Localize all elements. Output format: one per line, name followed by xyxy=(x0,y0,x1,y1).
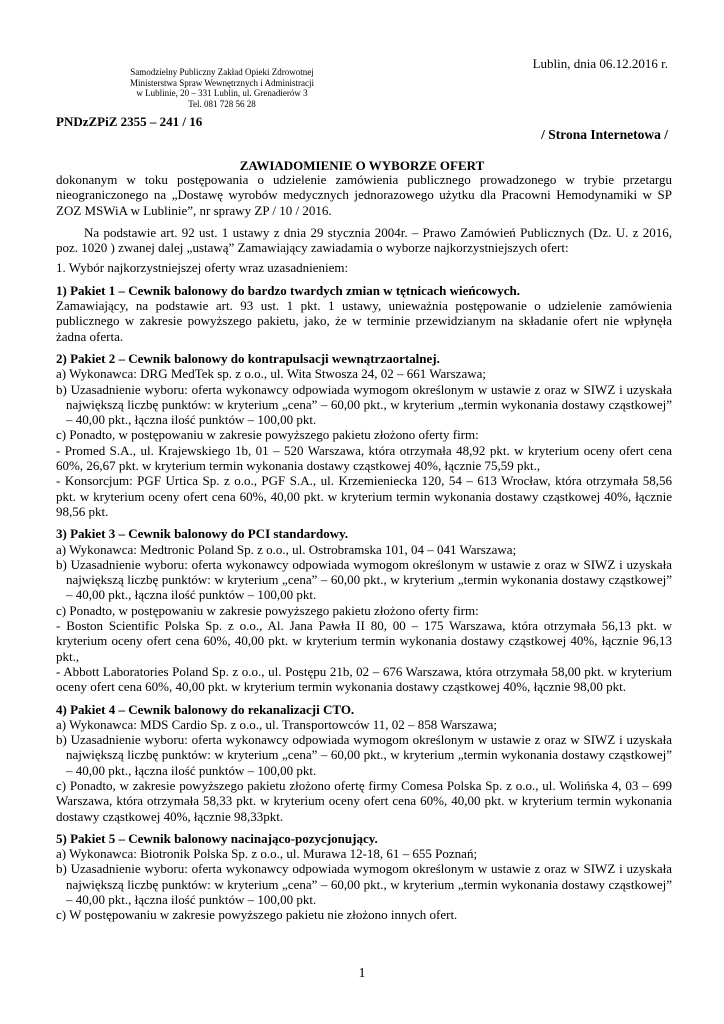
sender-block xyxy=(72,67,372,109)
package-1-heading: 1) Pakiet 1 – Cewnik balonowy do bardzo twardych zmian w tętnicach wieńcowych. xyxy=(56,282,521,298)
package-5-line: c) W postępowaniu w zakresie powyższego pakietu nie złożono innych ofert. xyxy=(56,907,458,923)
package-4-line: c) Ponadto, w zakresie powyższego pakietu złożono ofertę firmy Comesa Polska Sp. z o.o., ul. Wolińska 4, 03 – 699 Warszawa, która otrzymała 58,33 pkt. w kryterium oceny ofert cena 60%, 40,00 pkt. w kryterium termin wykonania dostawy cząstkowej 40%, łącznie 98,33pkt. xyxy=(56,777,672,824)
package-5-heading: 5) Pakiet 5 – Cewnik balonowy nacinająco-pozycjonujący. xyxy=(56,830,378,846)
package-2-heading: 2) Pakiet 2 – Cewnik balonowy do kontrapulsacji wewnątrzaortalnej. xyxy=(56,350,440,366)
package-2-line: - Promed S.A., ul. Krajewskiego 1b, 01 – 520 Warszawa, która otrzymała 48,92 pkt. w kryterium oceny ofert cena 60%, 26,67 pkt. w kryterium termin wykonania dostawy cząstkowej 40%, łącznie 75,59 pkt., xyxy=(56,442,672,474)
reference-number: PNDzZPiZ 2355 – 241 / 16 xyxy=(56,114,203,129)
point-1: 1. Wybór najkorzystniejszej oferty wraz uzasadnieniem: xyxy=(56,260,349,276)
package-2-line: b) Uzasadnienie wyboru: oferta wykonawcy odpowiada wymogom określonym w ustawie z oraz w SIWZ i uzyskała największą liczbę punktów: w kryterium „cena” – 60,00 pkt., w kryterium „termin wykonania dostawy cząstkowej” – 40,00 pkt., łączna ilość punktów – 100,00 pkt. xyxy=(56,381,672,428)
package-5-line: a) Wykonawca: Biotronik Polska Sp. z o.o., ul. Murawa 12-18, 61 – 655 Poznań; xyxy=(56,846,478,862)
package-3-line: b) Uzasadnienie wyboru: oferta wykonawcy odpowiada wymogom określonym w ustawie z oraz w SIWZ i uzyskała największą liczbę punktów: w kryterium „cena” – 60,00 pkt., w kryterium „termin wykonania dostawy cząstkowej” – 40,00 pkt., łączna ilość punktów – 100,00 pkt. xyxy=(56,556,672,603)
package-1-line: Zamawiający, na podstawie art. 93 ust. 1 pkt. 1 ustawy, unieważnia postępowanie o udzielenie zamówienia publicznego w zakresie powyższego pakietu, jako, że w terminie przewidzianym na składanie ofert nie wpłynęła żadna oferta. xyxy=(56,298,672,344)
package-2-line: c) Ponadto, w postępowaniu w zakresie powyższego pakietu złożono oferty firm: xyxy=(56,427,479,443)
sender-line: Ministerstwa Spraw Wewnętrznych i Administracji xyxy=(129,77,315,88)
sender-line: Samodzielny Publiczny Zakład Opieki Zdrowotnej xyxy=(130,67,314,77)
recipient: / Strona Internetowa / xyxy=(541,127,668,142)
intro-paragraph: dokonanym w toku postępowania o udzielenie zamówienia publicznego prowadzonego w trybie przetargu nieograniczonego na „Dostawę wyrobów medycznych jednorazowego użytku dla Pracowni Hemodynamiki w SP ZOZ MSWiA w Lublinie”, nr sprawy ZP / 10 / 2016. xyxy=(56,172,672,218)
package-4-line: a) Wykonawca: MDS Cardio Sp. z o.o., ul. Transportowców 11, 02 – 858 Warszawa; xyxy=(56,716,497,732)
package-3-line: - Boston Scientific Polska Sp. z o.o., Al. Jana Pawła II 80, 00 – 175 Warszawa, która otrzymała 56,13 pkt. w kryterium oceny ofert cena 60%, 40,00 pkt. w kryterium termin wykonania dostawy cząstkowej 40%, łącznie 96,13 pkt., xyxy=(56,618,672,664)
sender-line: Tel. 081 728 56 28 xyxy=(188,98,256,109)
package-2-line: a) Wykonawca: DRG MedTek sp. z o.o., ul. Wita Stwosza 24, 02 – 661 Warszawa; xyxy=(56,366,486,382)
legal-basis-paragraph: Na podstawie art. 92 ust. 1 ustawy z dnia 29 stycznia 2004r. – Prawo Zamówień Publicznych (Dz. U. z 2016, poz. 1020 ) zwanej dalej „ustawą” Zamawiający zawiadamia o wyborze najkorzystniejszych ofert: xyxy=(56,224,672,256)
package-4-line: b) Uzasadnienie wyboru: oferta wykonawcy odpowiada wymogom określonym w ustawie z oraz w SIWZ i uzyskała największą liczbę punktów: w kryterium „cena” – 60,00 pkt., w kryterium „termin wykonania dostawy cząstkowej” – 40,00 pkt., łączna ilość punktów – 100,00 pkt. xyxy=(56,732,672,778)
sender-line: w Lublinie, 20 – 331 Lublin, ul. Grenadierów 3 xyxy=(136,88,308,98)
package-4-heading: 4) Pakiet 4 – Cewnik balonowy do rekanalizacji CTO. xyxy=(56,701,355,717)
package-2-line: - Konsorcjum: PGF Urtica Sp. z o.o., PGF S.A., ul. Krzemieniecka 120, 54 – 613 Wrocław, która otrzymała 58,56 pkt. w kryterium oceny ofert cena 60%, 40,00 pkt. w kryterium termin wykonania dostawy cząstkowej 40%, łącznie 98,56 pkt. xyxy=(56,473,672,519)
page-number: 1 xyxy=(358,966,366,981)
document-body xyxy=(56,172,672,923)
package-3-heading: 3) Pakiet 3 – Cewnik balonowy do PCI standardowy. xyxy=(56,526,349,542)
package-3-line: c) Ponadto, w postępowaniu w zakresie powyższego pakietu złożono oferty firm: xyxy=(56,602,479,618)
package-5-line: b) Uzasadnienie wyboru: oferta wykonawcy odpowiada wymogom określonym w ustawie z oraz w SIWZ i uzyskała największą liczbę punktów: w kryterium „cena” – 60,00 pkt., w kryterium „termin wykonania dostawy cząstkowej” – 40,00 pkt., łączna ilość punktów – 100,00 pkt. xyxy=(56,861,672,908)
package-3-line: - Abbott Laboratories Poland Sp. z o.o., ul. Postępu 21b, 02 – 676 Warszawa, która otrzymała 58,00 pkt. w kryterium oceny ofert cena 60%, 40,00 pkt. w kryterium termin wykonania dostawy cząstkowej 40%, łącznie 98,00 pkt. xyxy=(56,663,672,695)
document-title: ZAWIADOMIENIE O WYBORZE OFERT xyxy=(239,158,485,173)
document-date: Lublin, dnia 06.12.2016 r. xyxy=(532,56,668,71)
package-3-line: a) Wykonawca: Medtronic Poland Sp. z o.o., ul. Ostrobramska 101, 04 – 041 Warszawa; xyxy=(56,541,517,557)
